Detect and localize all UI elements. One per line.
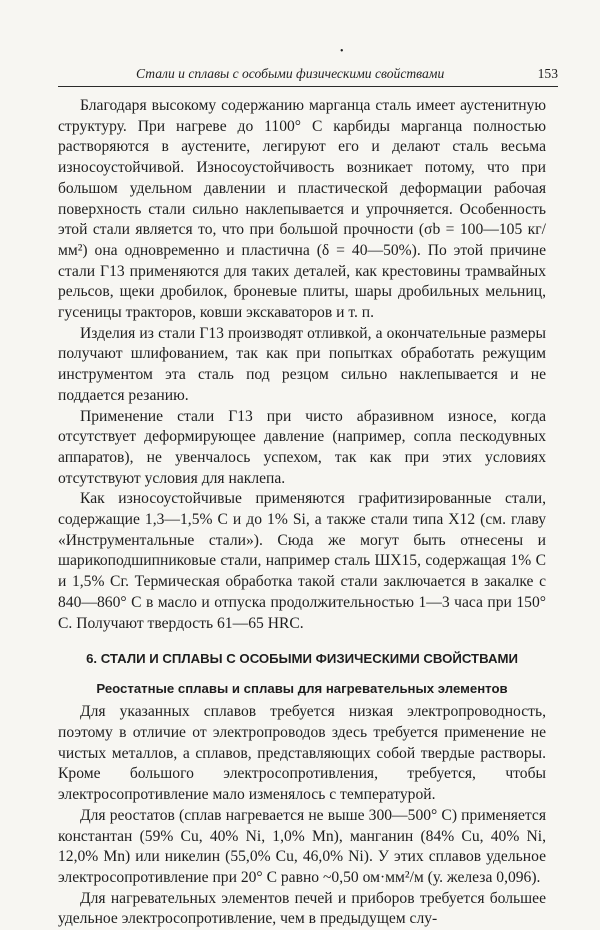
paragraph-2: Изделия из стали Г13 производят отливкой, а окончательные размеры получают шлифованием, так как при попытках обработать режущим инструментом эта сталь под резцом сильно наклепывается и не поддается резанию. <box>58 324 546 404</box>
body-text <box>58 96 546 930</box>
subsection-heading: Реостатные сплавы и сплавы для нагревательных элементов <box>96 681 508 697</box>
running-header <box>58 62 558 87</box>
top-mark: • <box>340 46 344 57</box>
paragraph-4: Как износоустойчивые применяются графитизированные стали, содержащие 1,3—1,5% С и до 1% Si, а также стали типа Х12 (см. главу «Инструментальные стали»). Сюда же могут быть отнесены и шарикоподшипниковые стали, например сталь ШХ15, содержащая 1% С и 1,5% Сг. Термическая обработка такой стали заключается в закалке с 840—860° С в масло и отпуска продолжительностью 1—3 часа при 150° С. Получают твердость 61—65 HRC. <box>58 490 546 632</box>
section-heading: 6. СТАЛИ И СПЛАВЫ С ОСОБЫМИ ФИЗИЧЕСКИМИ СВОЙСТВАМИ <box>86 651 518 667</box>
paragraph-6: Для реостатов (сплав нагревается не выше 300—500° С) применяется константан (59% Cu, 40% Ni, 1,0% Mn), манганин (84% Cu, 40% Ni, 12,0% Mn) или никелин (55,0% Cu, 46,0% Ni). У этих сплавов удельное электросопротивление при 20° С равно ~0,50 ом·мм²/м (у. железа 0,096). <box>58 806 546 886</box>
paragraph-5: Для указанных сплавов требуется низкая электропроводность, поэтому в отличие от электропроводов здесь требуется применение не чистых металлов, а сплавов, представляющих собой твердые растворы. Кроме большого электросопротивления, требуется, чтобы электросопротивление мало изменялось с температурой. <box>58 703 546 804</box>
paragraph-3: Применение стали Г13 при чисто абразивном износе, когда отсутствует деформирующее давление (например, сопла пескодувных аппаратов), не увенчалось успехом, так как при этих условиях отсутствуют условия для наклепа. <box>58 407 546 487</box>
page-number: 153 <box>537 66 558 81</box>
paragraph-7: Для нагревательных элементов печей и приборов требуется большее удельное электросопротивление, чем в предыдущем слу- <box>58 889 546 928</box>
running-header-title: Стали и сплавы с особыми физическими свойствами <box>136 66 445 81</box>
paragraph-1: Благодаря высокому содержанию марганца сталь имеет аустенитную структуру. При нагреве до 1100° С карбиды марганца полностью растворяются в аустените, легируют его и делают сталь весьма износоустойчивой. Износоустойчивость возникает потому, что при большом удельном давлении и пластической деформации рабочая поверхность стали сильно наклепывается и упрочняется. Особенность этой стали является то, что при большой прочности (σb = 100—105 кг/мм²) она одновременно и пластична (δ = 40—50%). По этой причине стали Г13 применяются для таких деталей, как крестовины трамвайных рельсов, щеки дробилок, броневые плиты, шары дробильных мельниц, гусеницы тракторов, ковши экскаваторов и т. п. <box>58 97 546 322</box>
